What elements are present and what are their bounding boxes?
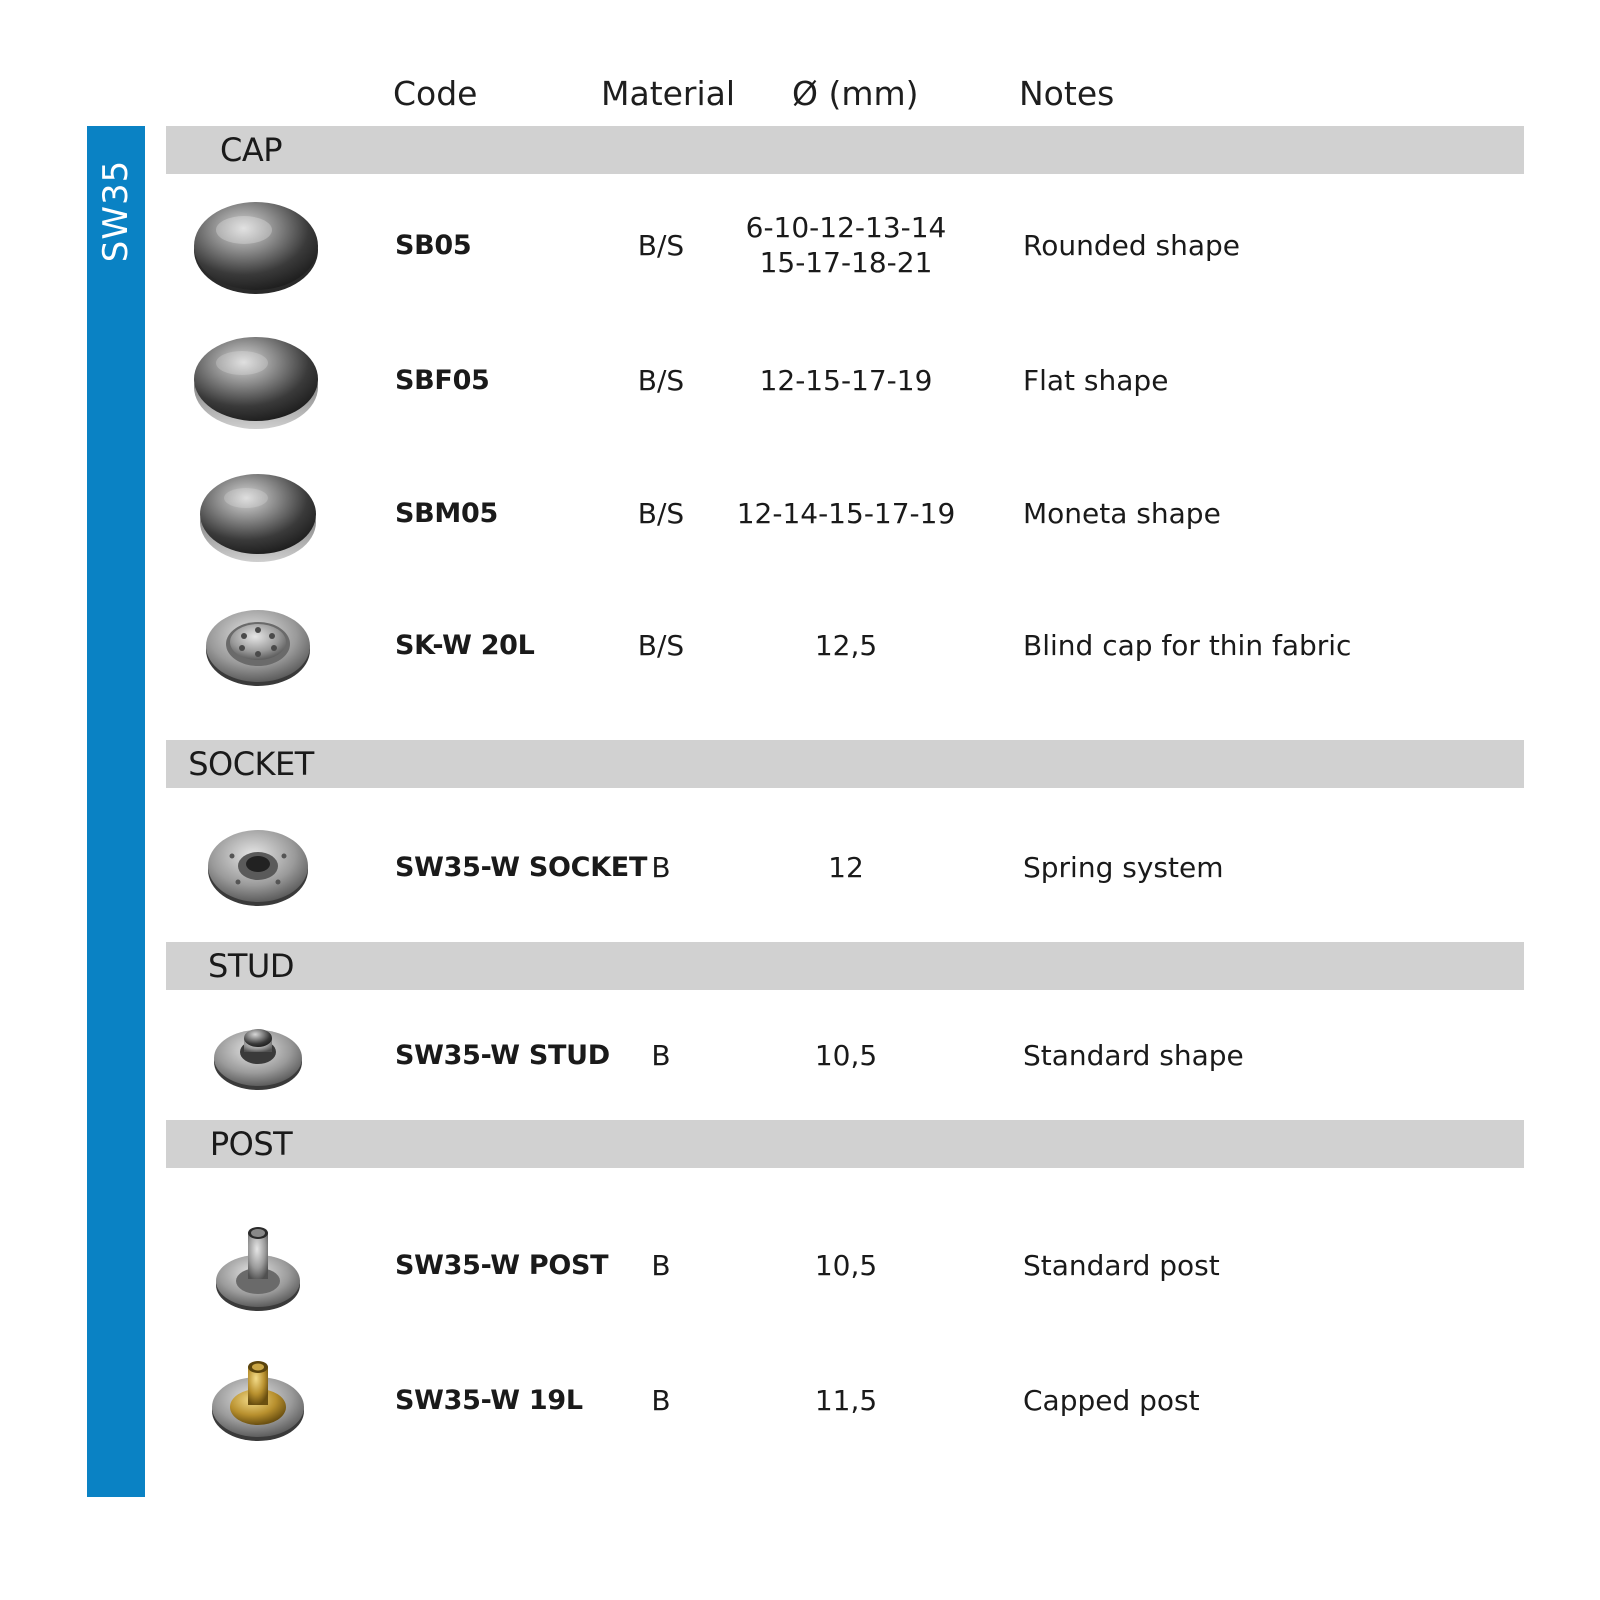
row-material: B/S xyxy=(637,496,685,530)
row-diameter: 12 xyxy=(828,850,864,884)
section-label-stud: STUD xyxy=(208,947,294,985)
row-material: B xyxy=(651,1248,671,1282)
row-notes: Capped post xyxy=(1023,1383,1200,1417)
row-notes: Spring system xyxy=(1023,850,1224,884)
row-notes: Moneta shape xyxy=(1023,496,1221,530)
row-diameter xyxy=(736,190,956,300)
moneta-cap-icon xyxy=(186,458,326,568)
row-material: B/S xyxy=(637,228,685,262)
socket-icon xyxy=(186,812,326,922)
row-diameter: 11,5 xyxy=(814,1383,878,1417)
row-diameter: 12-15-17-19 xyxy=(759,363,933,397)
row-code: SW35-W 19L xyxy=(395,1384,583,1416)
header-code: Code xyxy=(393,74,478,113)
table-row xyxy=(166,590,1524,700)
row-material: B xyxy=(651,1038,671,1072)
row-code: SW35-W POST xyxy=(395,1249,609,1281)
table-row xyxy=(166,1000,1524,1110)
row-diameter-line2: 15-17-18-21 xyxy=(759,246,933,279)
section-bar-stud xyxy=(166,942,1524,990)
side-series-text: SW35 xyxy=(96,159,136,263)
row-diameter: 10,5 xyxy=(814,1248,878,1282)
row-notes: Rounded shape xyxy=(1023,228,1240,262)
row-notes: Flat shape xyxy=(1023,363,1169,397)
row-diameter-line1: 6-10-12-13-14 xyxy=(745,211,947,244)
header-material: Material xyxy=(601,74,736,113)
row-diameter: 10,5 xyxy=(814,1038,878,1072)
post-icon xyxy=(186,1205,326,1325)
row-notes: Standard post xyxy=(1023,1248,1220,1282)
table-row xyxy=(166,458,1524,568)
capped-post-icon xyxy=(186,1345,326,1455)
table-row xyxy=(166,1345,1524,1455)
table-row xyxy=(166,325,1524,435)
section-label-socket: SOCKET xyxy=(188,745,314,783)
stud-icon xyxy=(186,1000,326,1110)
table-row xyxy=(166,812,1524,922)
header-diameter: Ø (mm) xyxy=(792,74,919,113)
rounded-cap-icon xyxy=(186,190,326,300)
section-label-post: POST xyxy=(209,1125,293,1163)
row-material: B xyxy=(651,850,671,884)
row-material: B xyxy=(651,1383,671,1417)
row-diameter: 12-14-15-17-19 xyxy=(736,496,956,530)
row-code: SW35-W SOCKET xyxy=(395,851,648,883)
row-code: SB05 xyxy=(395,229,472,261)
section-bar-socket xyxy=(166,740,1524,788)
row-notes: Standard shape xyxy=(1023,1038,1244,1072)
section-bar-cap xyxy=(166,126,1524,174)
row-code: SW35-W STUD xyxy=(395,1039,610,1071)
section-label-cap: CAP xyxy=(219,131,283,169)
section-bar-post xyxy=(166,1120,1524,1168)
side-series-label xyxy=(87,126,145,296)
row-code: SK-W 20L xyxy=(395,629,535,661)
row-code: SBF05 xyxy=(395,364,490,396)
table-row xyxy=(166,190,1524,300)
row-code: SBM05 xyxy=(395,497,498,529)
row-notes: Blind cap for thin fabric xyxy=(1023,628,1352,662)
blind-cap-icon xyxy=(186,590,326,700)
side-color-bar xyxy=(87,126,145,1497)
header-notes: Notes xyxy=(1019,74,1115,113)
flat-cap-icon xyxy=(186,325,326,435)
row-material: B/S xyxy=(637,628,685,662)
row-material: B/S xyxy=(637,363,685,397)
table-row xyxy=(166,1205,1524,1325)
row-diameter: 12,5 xyxy=(814,628,878,662)
